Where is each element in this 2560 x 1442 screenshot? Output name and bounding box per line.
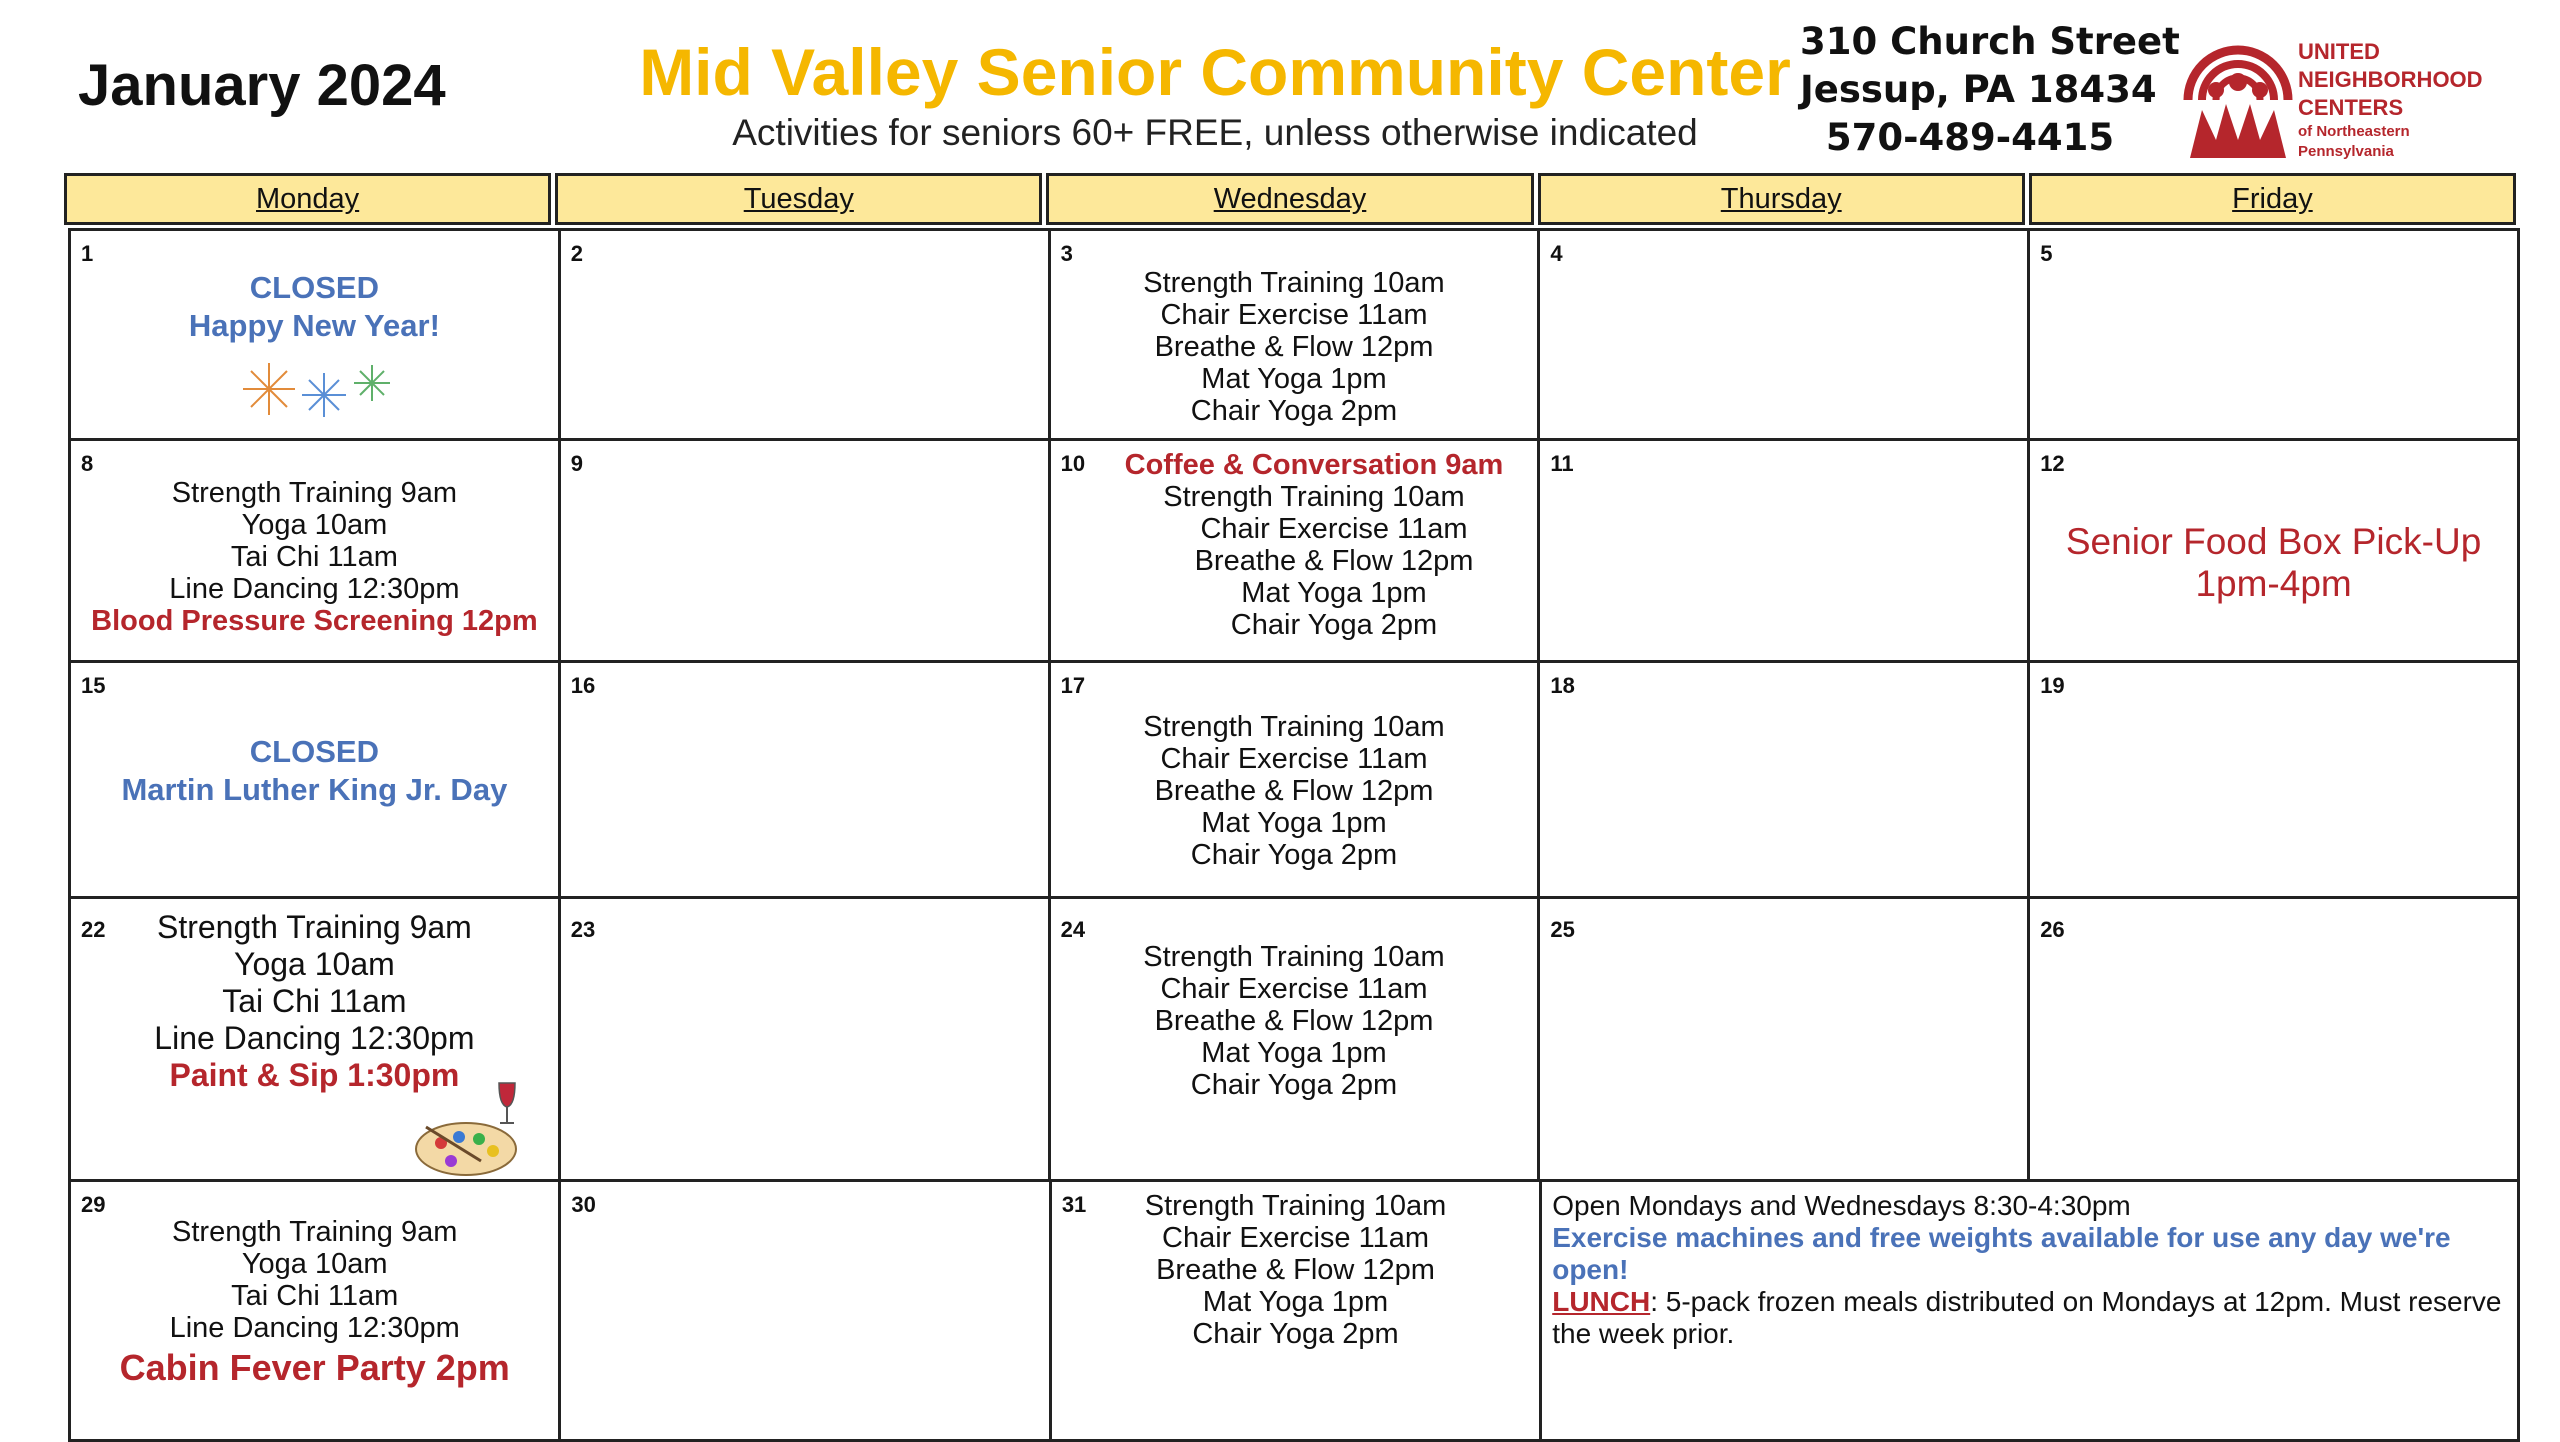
center-title: Mid Valley Senior Community Center xyxy=(639,35,1791,109)
day-cell-23 xyxy=(561,899,1051,1179)
paint-palette-icon xyxy=(411,1079,521,1179)
day-number: 1 xyxy=(81,241,94,266)
holiday-label: Martin Luther King Jr. Day xyxy=(121,772,508,807)
day-cell-12 xyxy=(2030,441,2520,660)
day-number: 10 xyxy=(1060,451,1086,476)
weekday-thursday: Thursday xyxy=(1538,173,2025,225)
logo-line1: UNITED xyxy=(2298,39,2380,64)
cabin-fever-event: Cabin Fever Party 2pm xyxy=(119,1347,510,1388)
day-number: 4 xyxy=(1550,241,1563,266)
logo-line4: of Northeastern xyxy=(2298,123,2410,140)
center-subtitle: Activities for seniors 60+ FREE, unless otherwise indicated xyxy=(732,112,1698,153)
week-row xyxy=(71,231,2520,441)
lunch-note xyxy=(1552,1286,2503,1350)
paint-sip-event: Paint & Sip 1:30pm xyxy=(169,1057,460,1093)
weekday-friday: Friday xyxy=(2029,173,2516,225)
weekday-header xyxy=(64,173,2516,225)
day-cell-4 xyxy=(1540,231,2030,438)
day-cell-11 xyxy=(1540,441,2030,660)
day-number: 17 xyxy=(1060,673,1086,698)
day-number: 5 xyxy=(2040,241,2053,266)
day-cell-29 xyxy=(71,1182,561,1439)
lunch-text: : 5-pack frozen meals distributed on Mondays at 12pm. Must reserve the week prior. xyxy=(1552,1286,2502,1349)
day-cell-30 xyxy=(561,1182,1051,1439)
day-number: 16 xyxy=(570,673,596,698)
address-street: 310 Church Street xyxy=(1800,20,2180,63)
day-number: 11 xyxy=(1550,451,1574,476)
monday-schedule: Strength Training 9am Yoga 10am Tai Chi 11am Line Dancing 12:30pm Blood Pressure Screening 12pm xyxy=(71,477,558,637)
day-number: 29 xyxy=(81,1192,106,1217)
day-number: 22 xyxy=(81,917,106,942)
day-cell-8 xyxy=(71,441,561,660)
day-cell-2 xyxy=(561,231,1051,438)
food-box-event: Senior Food Box Pick-Up 1pm-4pm xyxy=(2065,521,2482,604)
calendar-month: January 2024 xyxy=(78,53,446,118)
day-number: 18 xyxy=(1550,673,1575,698)
address-city: Jessup, PA 18434 xyxy=(1800,68,2157,111)
wednesday-schedule: Strength Training 10am Chair Exercise 11am Breathe & Flow 12pm Mat Yoga 1pm Chair Yoga 2pm xyxy=(1143,267,1445,427)
weekday-wednesday: Wednesday xyxy=(1046,173,1533,225)
info-notes-cell xyxy=(1542,1182,2520,1439)
day-number: 26 xyxy=(2040,917,2065,942)
day-number: 24 xyxy=(1060,917,1086,942)
hours-note: Open Mondays and Wednesdays 8:30-4:30pm xyxy=(1552,1190,2131,1221)
day-cell-10 xyxy=(1051,441,1541,660)
logo-line5: Pennsylvania xyxy=(2298,143,2394,160)
day-number: 23 xyxy=(570,917,596,942)
holiday-label: Happy New Year! xyxy=(188,308,440,343)
day-cell-15 xyxy=(71,663,561,896)
lunch-label: LUNCH xyxy=(1552,1286,1651,1317)
day-number: 31 xyxy=(1061,1192,1087,1217)
weekday-monday: Monday xyxy=(64,173,551,225)
week-row xyxy=(71,1182,2520,1442)
info-notes xyxy=(1552,1190,2503,1350)
day-cell-18 xyxy=(1540,663,2030,896)
day-cell-1 xyxy=(71,231,561,438)
day-number: 2 xyxy=(570,241,584,266)
logo-line2: NEIGHBORHOOD xyxy=(2298,67,2483,92)
exercise-note: Exercise machines and free weights available for use any day we're open! xyxy=(1552,1222,2451,1285)
address-phone: 570-489-4415 xyxy=(1825,116,2115,159)
day-cell-19 xyxy=(2030,663,2520,896)
closed-label: CLOSED xyxy=(249,734,379,769)
wednesday-schedule: Strength Training 10am Chair Exercise 11am Breathe & Flow 12pm Mat Yoga 1pm Chair Yoga 2pm xyxy=(1143,711,1445,871)
logo-line3: CENTERS xyxy=(2298,95,2404,120)
week-row xyxy=(71,441,2520,663)
day-number: 3 xyxy=(1060,241,1073,266)
calendar-grid xyxy=(68,228,2520,1442)
weekday-tuesday: Tuesday xyxy=(555,173,1042,225)
day-number: 25 xyxy=(1550,917,1575,942)
day-number: 15 xyxy=(81,673,106,698)
day-cell-3 xyxy=(1051,231,1541,438)
day-cell-25 xyxy=(1540,899,2030,1179)
coffee-event: Coffee & Conversation 9am xyxy=(1124,449,1504,481)
unc-logo-icon xyxy=(2180,30,2295,160)
unc-logo xyxy=(2180,30,2540,170)
day-cell-17 xyxy=(1051,663,1541,896)
day-number: 12 xyxy=(2040,451,2065,476)
wednesday-schedule: Strength Training 10am Chair Exercise 11am Breathe & Flow 12pm Mat Yoga 1pm Chair Yoga 2pm xyxy=(1144,1190,1447,1350)
address-block xyxy=(1800,18,2180,162)
day-number: 9 xyxy=(570,451,584,476)
day-cell-22 xyxy=(71,899,561,1179)
day-cell-26 xyxy=(2030,899,2520,1179)
day-number: 19 xyxy=(2040,673,2065,698)
day-number: 8 xyxy=(81,451,94,476)
closed-label: CLOSED xyxy=(249,270,379,305)
day-cell-5 xyxy=(2030,231,2520,438)
fireworks-icon xyxy=(239,359,399,419)
day-cell-9 xyxy=(561,441,1051,660)
week-row xyxy=(71,663,2520,899)
day-number: 30 xyxy=(571,1192,596,1217)
day-cell-31 xyxy=(1052,1182,1542,1439)
week-row xyxy=(71,899,2520,1182)
day-cell-16 xyxy=(561,663,1051,896)
day-cell-24 xyxy=(1051,899,1541,1179)
bp-screening: Blood Pressure Screening 12pm xyxy=(91,605,538,637)
monday-schedule: Strength Training 9am Yoga 10am Tai Chi 11am Line Dancing 12:30pm Paint & Sip 1:30pm xyxy=(71,909,558,1094)
wednesday-schedule: Strength Training 10am Chair Exercise 11am Breathe & Flow 12pm Mat Yoga 1pm Chair Yoga 2pm xyxy=(1143,941,1445,1101)
wednesday-schedule: Coffee & Conversation 9am Strength Training 10am Chair Exercise 11am Breathe & Flow 12pm Mat Yoga 1pm Chair Yoga 2pm xyxy=(1091,449,1538,641)
monday-schedule: Strength Training 9am Yoga 10am Tai Chi 11am Line Dancing 12:30pm Cabin Fever Party 2pm xyxy=(71,1216,558,1392)
